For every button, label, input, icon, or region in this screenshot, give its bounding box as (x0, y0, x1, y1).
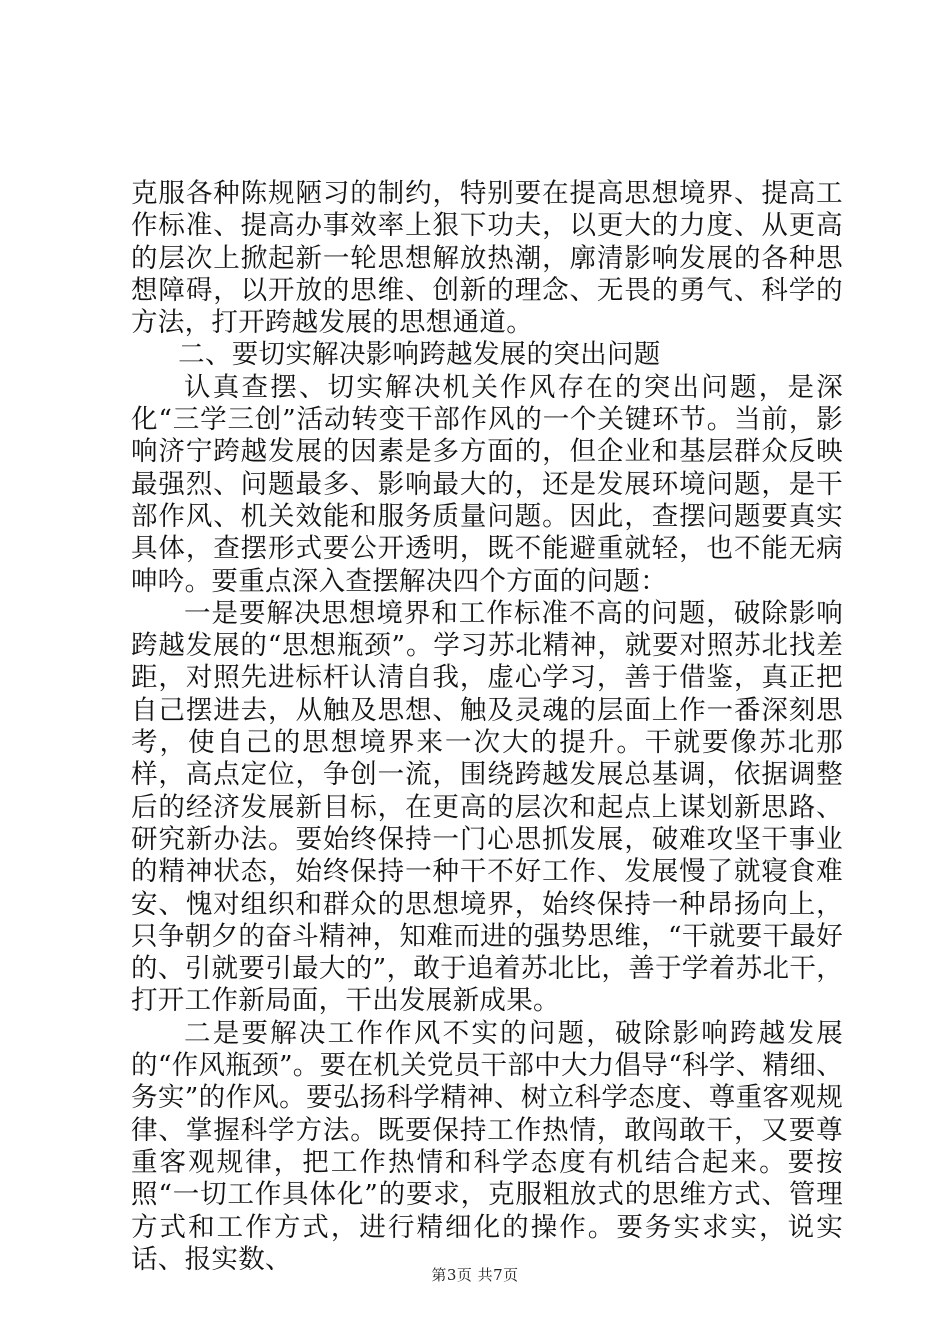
paragraph-point-one: 一是要解决思想境界和工作标准不高的问题，破除影响跨越发展的“思想瓶颈”。学习苏北精神，就要对照苏北找差距，对照先进标杆认清自我，虚心学习，善于借鉴，真正把自己摆进去，从触及思想、触及灵魂的层面上作一番深刻思考，使自己的思想境界来一次大的提升。干就要像苏北那样，高点定位，争创一流，围绕跨越发展总基调，依据调整后的经济发展新目标，在更高的层次和起点上谋划新思路、研究新办法。要始终保持一门心思抓发展，破难攻坚干事业的精神状态，始终保持一种干不好工作、发展慢了就寝食难安、愧对组织和群众的思想境界，始终保持一种昂扬向上，只争朝夕的奋斗精神，知难而进的强势思维，“干就要干最好的、引就要引最大的”，敢于追着苏北比，善于学着苏北干，打开工作新局面，干出发展新成果。 (131, 597, 843, 1017)
paragraph-point-two: 二是要解决工作作风不实的问题，破除影响跨越发展的“作风瓶颈”。要在机关党员干部中大力倡导“科学、精细、务实”的作风。要弘扬科学精神、树立科学态度、尊重客观规律、掌握科学方法。既要保持工作热情，敢闯敢干，又要尊重客观规律，把工作热情和科学态度有机结合起来。要按照“一切工作具体化”的要求，克服粗放式的思维方式、管理方式和工作方式，进行精细化的操作。要务实求实，说实话、报实数、 (131, 1017, 843, 1275)
section-heading: 二、要切实解决影响跨越发展的突出问题 (178, 339, 661, 371)
page-number-footer: 第3页 共7页 (431, 1266, 519, 1284)
document-body (131, 178, 843, 1276)
paragraph-continuation: 克服各种陈规陋习的制约，特别要在提高思想境界、提高工作标准、提高办事效率上狠下功夫，以更大的力度、从更高的层次上掀起新一轮思想解放热潮，廓清影响发展的各种思想障碍，以开放的思维、创新的理念、无畏的勇气、科学的方法，打开跨越发展的思想通道。 (131, 178, 843, 339)
paragraph-section-intro: 认真查摆、切实解决机关作风存在的突出问题，是深化“三学三创”活动转变干部作风的一个关键环节。当前，影响济宁跨越发展的因素是多方面的，但企业和基层群众反映最强烈、问题最多、影响最大的，还是发展环境问题，是干部作风、机关效能和服务质量问题。因此，查摆问题要真实具体，查摆形式要公开透明，既不能避重就轻，也不能无病呻吟。要重点深入查摆解决四个方面的问题： (131, 371, 843, 597)
